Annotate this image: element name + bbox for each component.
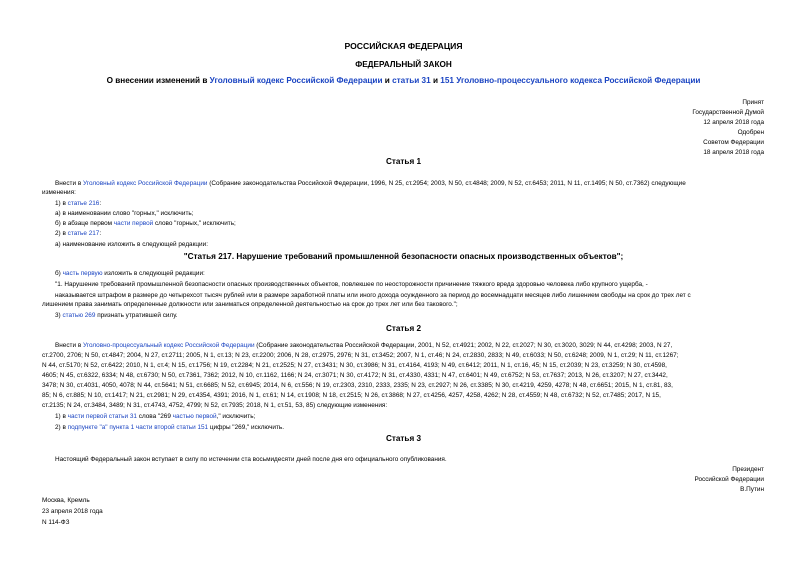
footer-number: N 114-ФЗ [42, 519, 70, 526]
item-2 [55, 424, 284, 432]
text: слова "269 [136, 413, 173, 420]
item-2b [55, 270, 205, 278]
article-151-subparagraph-link[interactable]: подпункте "а" пункта 1 части второй статьи 151 [67, 424, 209, 431]
article-2-line: N 44, ст.5170; N 52, ст.6422; 2010, N 1, ст.4; N 15, ст.1756; N 19, ст.2284; N 21, ст.2525; N 27, ст.3431; N 30, ст.3986; N 31, ст.4164, 4193; N 49, ст.6412; 2011, N 1, ст.16, 45; N 15, ст.2039; N 23, ст.3259; N 30, ст.4598, [42, 362, 667, 369]
text: Внести в [55, 180, 83, 187]
adoption-line: 12 апреля 2018 года [703, 119, 764, 126]
signature-line: Президент [732, 466, 764, 473]
part-one-link[interactable]: части первой [113, 220, 154, 227]
text: б) [55, 270, 63, 277]
text: слово "горных," исключить; [153, 220, 236, 227]
law-title-text: и [430, 76, 441, 85]
text: 2) в [55, 424, 68, 431]
text: признать утратившей силу. [95, 312, 178, 319]
article-151-link[interactable]: 151 Уголовно-процессуального кодекса Российской Федерации [440, 76, 701, 85]
article-31-link[interactable]: статьи 31 [392, 76, 431, 85]
text: : [99, 230, 102, 237]
article-1-intro [55, 180, 686, 188]
adoption-line: Принят [742, 99, 764, 106]
text: (Собрание законодательства Российской Федерации, 1996, N 25, ст.2954; 2003, N 50, ст.4848; 2009, N 52, ст.6453; 2011, N 11, ст.1495; N 50, ст.7362) следующие [207, 180, 686, 187]
text: изложить в следующей редакции: [102, 270, 205, 277]
text: 1) в [55, 200, 68, 207]
item-1a: а) в наименовании слово "горных," исключить; [55, 210, 194, 217]
new-article-title: "Статья 217. Нарушение требований промышленной безопасности опасных производственных объектов"; [183, 252, 624, 261]
quote-line: лишением права занимать определенные должности или заниматься определенной деятельностью на срок до трех лет или без такового."; [42, 301, 458, 308]
text: (Собрание законодательства Российской Федерации, 2001, N 52, ст.4921; 2002, N 22, ст.2027; N 30, ст.3020, 3029; N 44, ст.4298; 2003, N 27, [254, 342, 673, 349]
law-title [0, 76, 807, 86]
article-269-link[interactable]: статью 269 [62, 312, 96, 319]
text: 3) [55, 312, 63, 319]
item-3 [55, 312, 178, 320]
quote-line: наказывается штрафом в размере до четырехсот тысяч рублей или в размере заработной платы или иного дохода осужденного за период до восемнадцати месяцев либо лишением свободы на срок до трех лет с [55, 292, 691, 299]
adoption-line: Советом Федерации [703, 139, 764, 146]
part-one-link[interactable]: часть первую [62, 270, 103, 277]
text: : [99, 200, 102, 207]
adoption-line: Одобрен [737, 129, 764, 136]
item-2a: а) наименование изложить в следующей редакции: [55, 241, 208, 248]
article-2-line: ст.2700, 2706; N 50, ст.4847; 2004, N 27, ст.2711; 2005, N 1, ст.13; N 23, ст.2200; 2006, N 28, ст.2975, 2976; N 31, ст.3452; 2007, N 1, ст.46; N 24, ст.2830, 2833; N 49, ст.6033; N 50, ст.6248; 2009, N 1, ст.29; N 11, ст.1267; [42, 352, 679, 359]
article-1-heading: Статья 1 [385, 157, 422, 166]
text: 1) в [55, 413, 68, 420]
article-217-link[interactable]: статье 217 [67, 230, 100, 237]
signature-block [564, 465, 764, 495]
article-2-line: 3478; N 30, ст.4031, 4050, 4078; N 44, ст.5641; N 51, ст.6685; N 52, ст.6945; 2014, N 6, ст.556; N 19, ст.2303, 2310, 2333, 2335; N 23, ст.2927; N 26, ст.3385; N 30, ст.4219, 4259, 4278; N 48, ст.6651; 2015, N 1, ст.81, 83, [42, 382, 673, 389]
signature-line: Российской Федерации [694, 476, 764, 483]
article-1-intro-cont: изменения: [42, 189, 76, 196]
law-title-text: и [382, 76, 393, 85]
article-2-intro [55, 342, 672, 350]
article-2-heading: Статья 2 [385, 324, 422, 333]
law-type-heading: ФЕДЕРАЛЬНЫЙ ЗАКОН [355, 60, 452, 69]
article-2-line: 85; N 6, ст.885; N 10, ст.1417; N 21, ст.2981; N 29, ст.4354, 4391; 2016, N 1, ст.61; N 14, ст.1908; N 18, ст.2515; N 26, ст.3868; N 27, ст.4256, 4257, 4258, 4262; N 28, ст.4559; N 48, ст.6732; N 52, ст.7485; 2017, N 15, [42, 392, 661, 399]
footer-date: 23 апреля 2018 года [42, 508, 103, 515]
text: 2) в [55, 230, 68, 237]
criminal-procedure-code-link[interactable]: Уголовно-процессуальный кодекс Российской Федерации [82, 342, 255, 349]
article-2-line: ст.2135; N 24, ст.3484, 3489; N 31, ст.4743, 4752, 4799; N 52, ст.7935; 2018, N 1, ст.51, 53, 85) следующие изменения: [42, 402, 388, 409]
text: ," исключить; [216, 413, 256, 420]
quote-line: "1. Нарушение требований промышленной безопасности опасных производственных объектов, повлекшее по неосторожности причинение тяжкого вреда здоровью человека либо крупного ущерба, - [55, 281, 648, 288]
item-1b [55, 220, 236, 228]
item-1 [55, 413, 255, 421]
criminal-code-link[interactable]: Уголовный кодекс Российской Федерации [209, 76, 383, 85]
item-2 [55, 230, 101, 238]
adoption-block [564, 98, 764, 158]
article-2-line: 4605; N 45, ст.6322, 6334; N 48, ст.6730; N 50, ст.7361, 7362; 2012, N 10, ст.1162, 1166; N 24, ст.3071; N 30, ст.4172; N 31, ст.4330, 4331; N 47, ст.6401; N 49, ст.6752; N 53, ст.7637; 2013, N 26, ст.3207; N 27, ст.3442, [42, 372, 668, 379]
part-one-link[interactable]: частью первой [172, 413, 217, 420]
adoption-line: 18 апреля 2018 года [703, 149, 764, 156]
law-title-text: О внесении изменений в [106, 76, 210, 85]
article-3-text: Настоящий Федеральный закон вступает в силу по истечении ста восьмидесяти дней после дня его официального опубликования. [55, 456, 447, 463]
text: Внести в [55, 342, 83, 349]
criminal-code-link[interactable]: Уголовный кодекс Российской Федерации [82, 180, 208, 187]
article-216-link[interactable]: статье 216 [67, 200, 100, 207]
adoption-line: Государственной Думой [692, 109, 764, 116]
signature-line: В.Путин [740, 486, 764, 493]
article-31-part-one-link[interactable]: части первой статьи 31 [67, 413, 137, 420]
country-heading: РОССИЙСКАЯ ФЕДЕРАЦИЯ [344, 41, 463, 51]
footer-place: Москва, Кремль [42, 497, 90, 504]
text: б) в абзаце первом [55, 220, 114, 227]
article-3-heading: Статья 3 [385, 434, 422, 443]
item-1 [55, 200, 101, 208]
text: цифры "269," исключить. [208, 424, 285, 431]
